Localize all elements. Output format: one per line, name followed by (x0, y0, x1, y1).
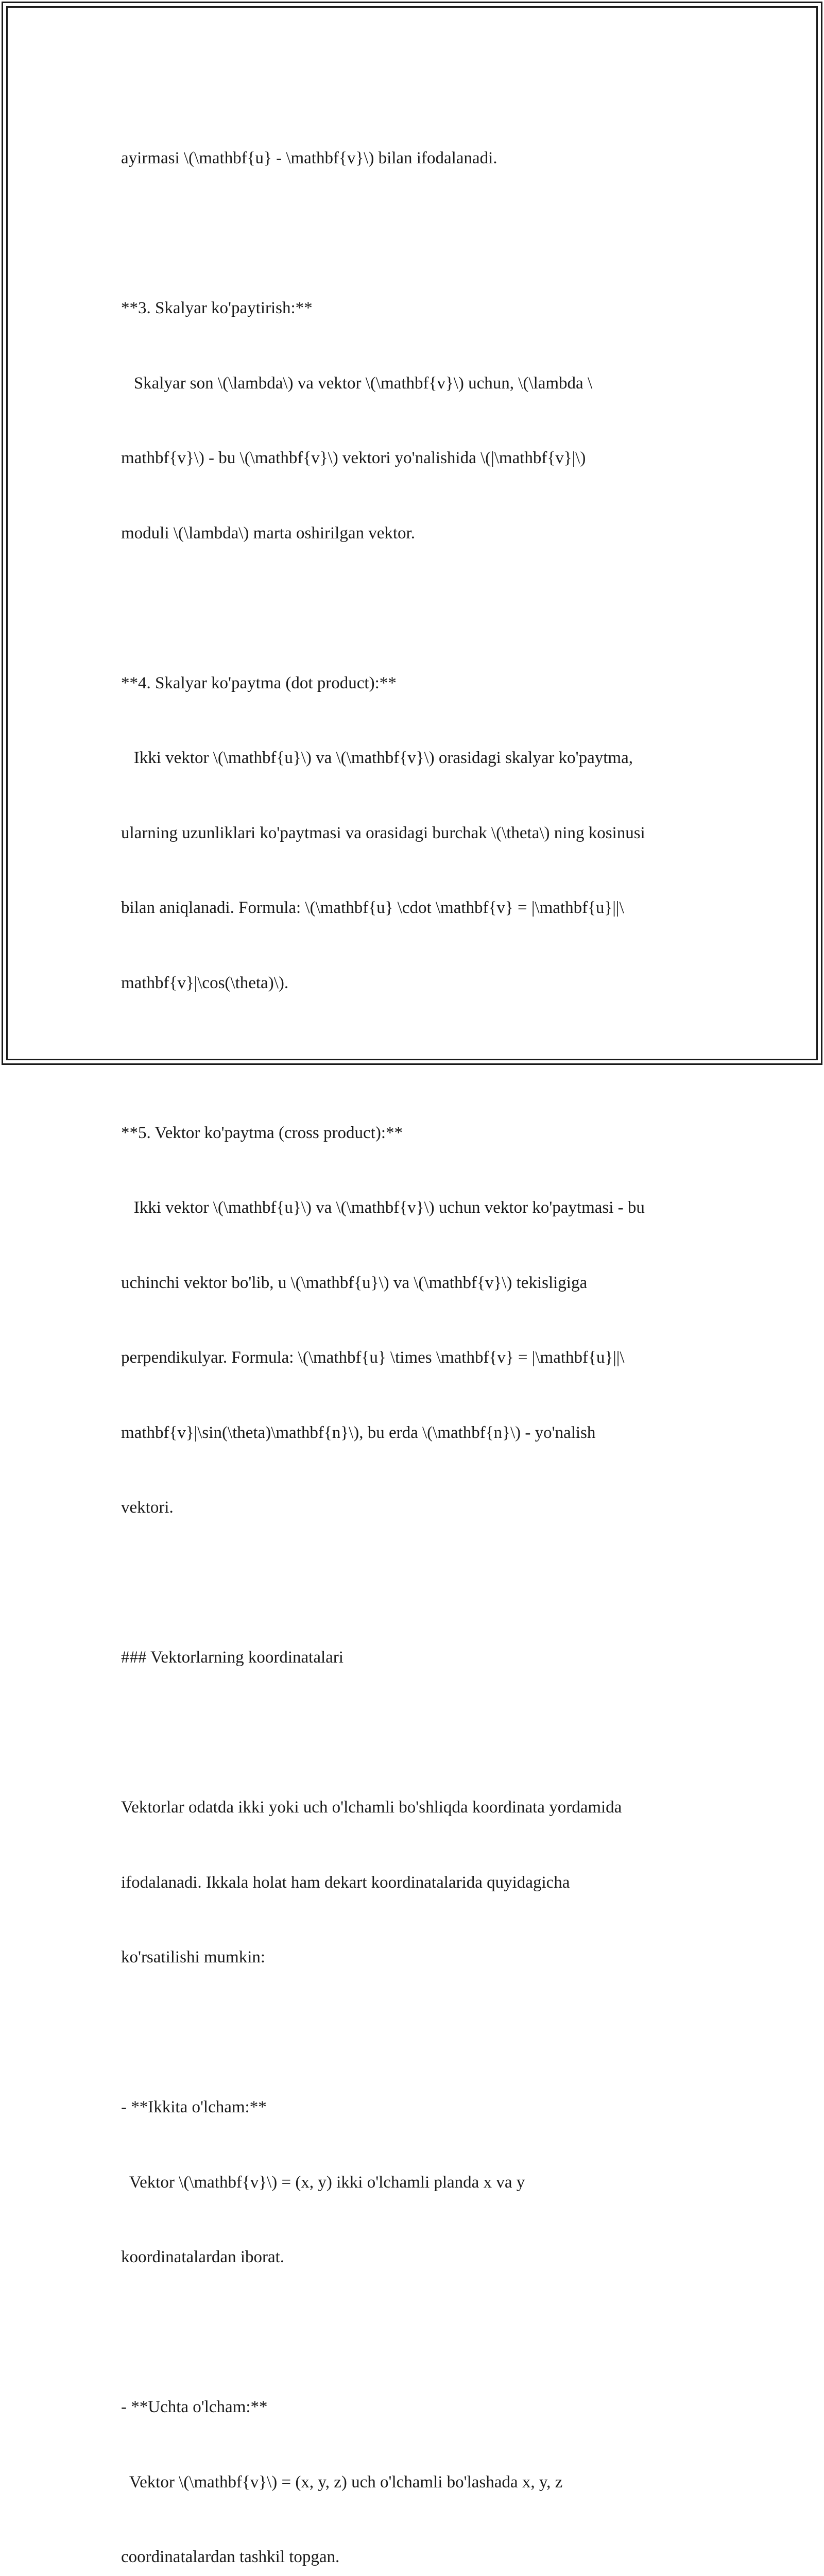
text-line: Vektor \(\mathbf{v}\) = (x, y, z) uch o'lchamli bo'lashada x, y, z (121, 2472, 563, 2492)
list-item-heading: - **Uchta o'lcham:** (121, 2398, 268, 2416)
text-line: coordinatalardan tashkil topgan. (121, 2548, 340, 2566)
text-line: moduli \(\lambda\) marta oshirilgan vektor. (121, 523, 415, 543)
text-line: ularning uzunliklari ko'paytmasi va orasidagi burchak \(\theta\) ning kosinusi (121, 823, 645, 842)
section-scalar-multiplication (121, 246, 708, 596)
section-cross-product (121, 1071, 708, 1570)
text-line: Ikki vektor \(\mathbf{u}\) va \(\mathbf{v}\) orasidagi skalyar ko'paytma, (121, 749, 633, 767)
text-line: ayirmasi \(\mathbf{u} - \mathbf{v}\) bilan ifodalanadi. (121, 149, 497, 167)
list-item-two-dimensions (121, 2045, 708, 2320)
section-heading: **3. Skalyar ko'paytirish:** (121, 299, 313, 317)
list-item-heading: - **Ikkita o'lcham:** (121, 2098, 267, 2116)
text-line: vektori. (121, 1498, 174, 1517)
section-dot-product (121, 621, 708, 1046)
text-line: koordinatalardan iborat. (121, 2248, 285, 2266)
text-line: uchinchi vektor bo'lib, u \(\mathbf{u}\) va \(\mathbf{v}\) tekisligiga (121, 1273, 588, 1292)
paragraph-coordinates-intro (121, 1745, 708, 2020)
text-line: perpendikulyar. Formula: \(\mathbf{u} \times \mathbf{v} = |\mathbf{u}||\ (121, 1348, 625, 1367)
text-line: mathbf{v}|\sin(\theta)\mathbf{n}\), bu erda \(\mathbf{n}\) - yo'nalish (121, 1423, 596, 1442)
heading-coordinates (121, 1595, 708, 1720)
text-line: Skalyar son \(\lambda\) va vektor \(\mathbf{v}\) uchun, \(\lambda \ (121, 374, 593, 393)
markdown-heading: ### Vektorlarning koordinatalari (121, 1648, 344, 1667)
text-line: Vektorlar odatda ikki yoki uch o'lchamli bo'shliqda koordinata yordamida (121, 1798, 622, 1817)
text-line: mathbf{v}\) - bu \(\mathbf{v}\) vektori yo'nalishida \(|\mathbf{v}|\) (121, 449, 586, 467)
document-body (121, 96, 708, 2576)
text-line: bilan aniqlanadi. Formula: \(\mathbf{u} \cdot \mathbf{v} = |\mathbf{u}||\ (121, 899, 624, 917)
text-line: ifodalanadi. Ikkala holat ham dekart koordinatalarida quyidagicha (121, 1873, 570, 1892)
section-heading: **4. Skalyar ko'paytma (dot product):** (121, 673, 397, 692)
list-item-three-dimensions (121, 2345, 708, 2576)
text-line: ko'rsatilishi mumkin: (121, 1948, 266, 1967)
text-line: mathbf{v}|\cos(\theta)\). (121, 973, 289, 992)
text-line: Vektor \(\mathbf{v}\) = (x, y) ikki o'lchamli planda x va y (121, 2173, 525, 2192)
paragraph-intro-continuation (121, 96, 708, 221)
text-line: Ikki vektor \(\mathbf{u}\) va \(\mathbf{v}\) uchun vektor ko'paytmasi - bu (121, 1198, 645, 1217)
section-heading: **5. Vektor ko'paytma (cross product):** (121, 1123, 403, 1142)
